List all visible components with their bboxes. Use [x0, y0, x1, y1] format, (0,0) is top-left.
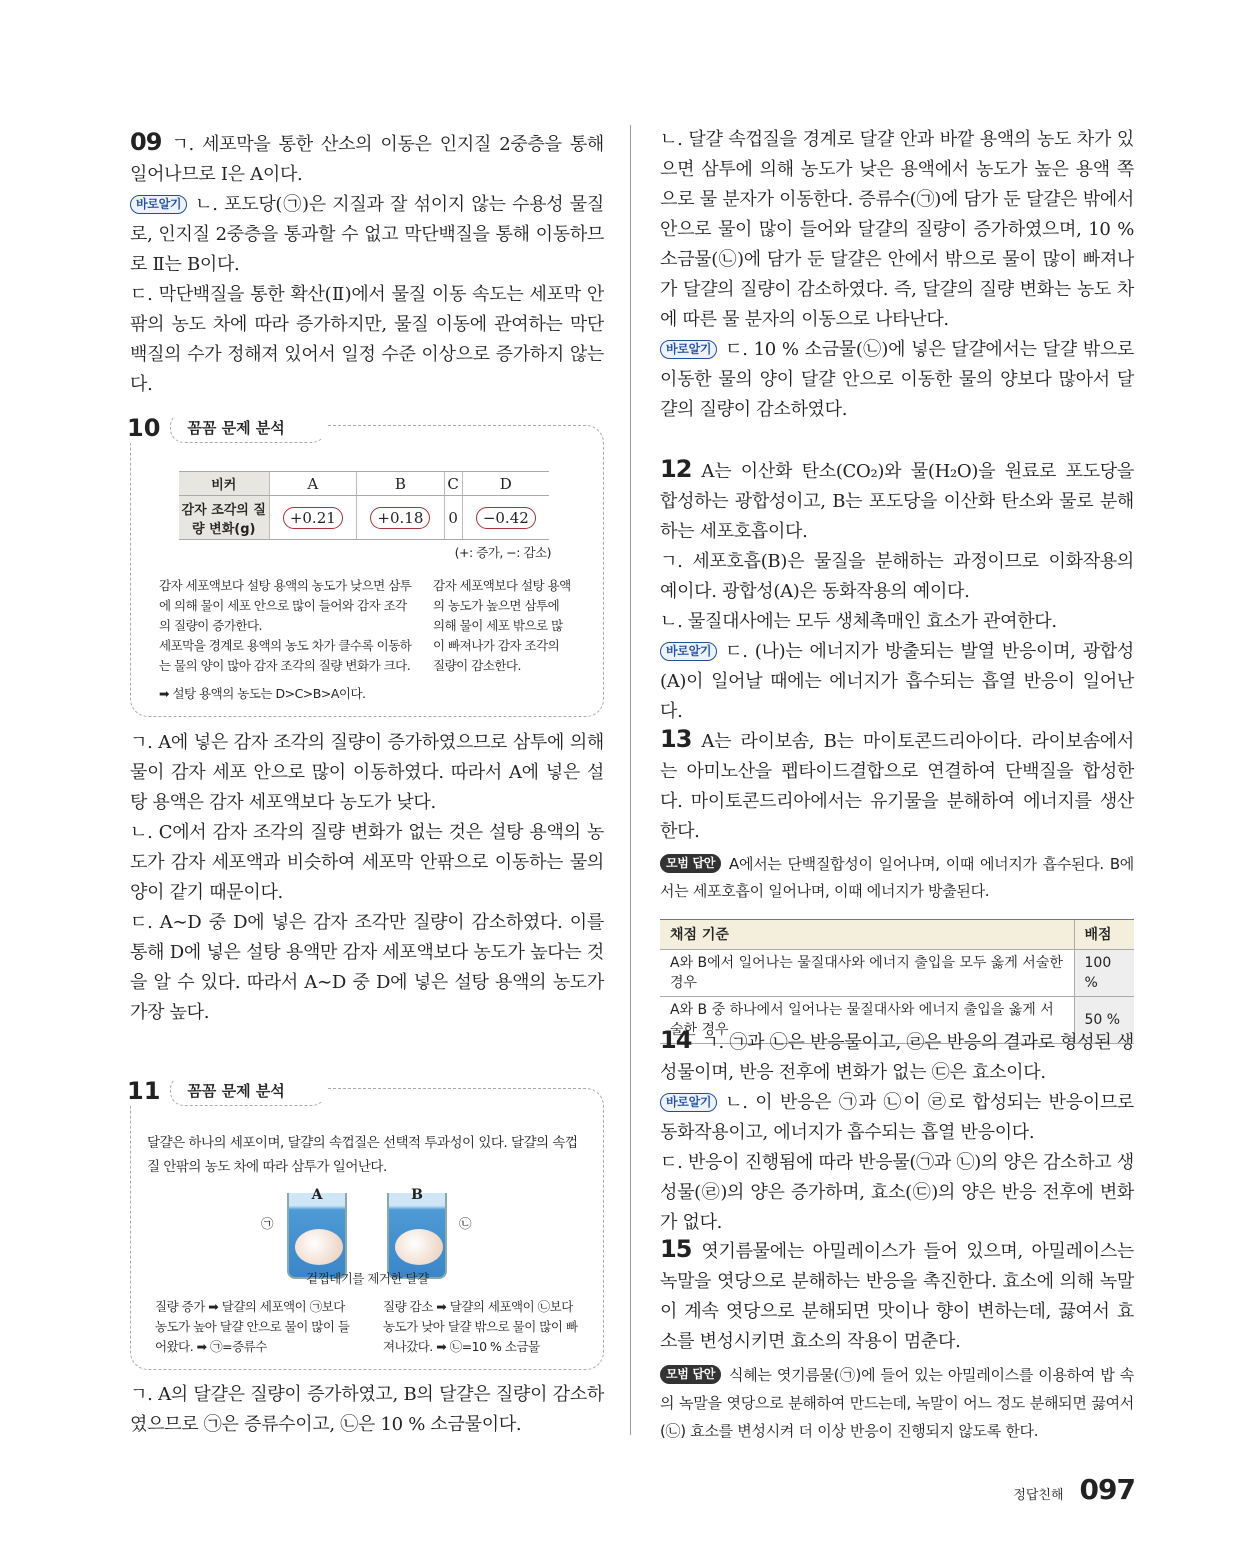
conclusion: ➡ 설탕 용액의 농도는 D>C>B>A이다. [159, 686, 366, 701]
analysis-box-11: 11 꼼꼼 문제 분석 달걀은 하나의 세포이며, 달걀의 속껍질은 선택적 투과성이 있다. 달걀의 속껍질 안팎의 농도 차에 따라 삼투가 일어난다. A B ㉠ ㉡ 겉껍데기를 제거한 달걀 질량 증가 ➡ 달걀의 세포액이 ㉠보다 농도가 높아 달걀 안으로 물이 많이 들어왔다. ➡ ㉠=증류수 질량 감소 ➡ 달걀의 세포액이 ㉡보다 농도가 낮아 달걀 밖으로 물이 많이 빠져나갔다. ➡ ㉡=10 % 소금물 [130, 1088, 604, 1370]
correction-badge: 바로알기 [130, 195, 187, 214]
intro: 달걀은 하나의 세포이며, 달걀의 속껍질은 선택적 투과성이 있다. 달걀의 속껍질 안팎의 농도 차에 따라 삼투가 일어난다. [147, 1135, 578, 1175]
column-divider [630, 125, 631, 1435]
answer-11: ㄱ. A의 달걀은 질량이 증가하였고, B의 달걀은 질량이 감소하였으므로 ㉠은 증류수이고, ㉡은 10 % 소금물이다. [130, 1384, 604, 1435]
box-title: 꼼꼼 문제 분석 [170, 1075, 325, 1106]
question-number: 12 [660, 455, 692, 483]
answer-12: 12 A는 이산화 탄소(CO₂)와 물(H₂O)을 원료로 포도당을 합성하는 광합성이고, B는 포도당을 이산화 탄소와 물로 분해하는 세포호흡이다. ㄱ. 세포호흡(B)은 물질을 분해하는 과정이므로 이화작용의 예이다. 광합성(A)은 동화작용의 예이다. ㄴ. 물질대사에는 모두 생체촉매인 효소가 관여한다. 바로알기 ㄷ. (나)는 에너지가 방출되는 발열 반응이며, 광합성(A)이 일어날 때에는 에너지가 흡수되는 흡열 반응이 일어난다. [660, 455, 1134, 722]
correction-badge: 바로알기 [660, 340, 717, 359]
question-number: 15 [660, 1235, 692, 1263]
answer-10: ㄱ. A에 넣은 감자 조각의 질량이 증가하였으므로 삼투에 의해 물이 감자 세포 안으로 많이 이동하였다. 따라서 A에 넣은 설탕 용액은 감자 세포액보다 농도가 낮다. ㄴ. C에서 감자 조각의 질량 변화가 없는 것은 설탕 용액의 농도가 감자 세포액과 비슷하여 세포막 안팎으로 이동하는 물의 양이 같기 때문이다. ㄷ. A∼D 중 D에 넣은 감자 조각만 질량이 감소하였다. 이를 통해 D에 넣은 설탕 용액만 감자 세포액보다 농도가 높다는 것을 알 수 있다. 따라서 A∼D 중 D에 넣은 설탕 용액의 농도가 가장 높다. [130, 732, 604, 1023]
caption: 겉껍데기를 제거한 달걀 [306, 1271, 429, 1286]
answer-14: 14 ㄱ. ㉠과 ㉡은 반응물이고, ㉣은 반응의 결과로 형성된 생성물이며, 반응 전후에 변화가 없는 ㉢은 효소이다. 바로알기 ㄴ. 이 반응은 ㉠과 ㉡이 ㉣로 합성되는 반응이므로 동화작용이고, 에너지가 흡수되는 흡열 반응이다. ㄷ. 반응이 진행됨에 따라 반응물(㉠과 ㉡)의 양은 감소하고 생성물(㉣)의 양은 증가하며, 효소(㉢)의 양은 반응 전후에 변화가 없다. [660, 1026, 1134, 1233]
section-label: 정답친해 [1013, 1488, 1064, 1503]
answer-09: 09 ㄱ. 세포막을 통한 산소의 이동은 인지질 2중층을 통해 일어나므로 Ⅰ은 A이다. 바로알기 ㄴ. 포도당(㉠)은 지질과 잘 섞이지 않는 수용성 물질로, 인지질 2중층을 통과할 수 없고 막단백질을 통해 이동하므로 Ⅱ는 B이다. ㄷ. 막단백질을 통한 확산(Ⅱ)에서 물질 이동 속도는 세포막 안팎의 농도 차에 따라 증가하지만, 물질 이동에 관여하는 막단백질의 수가 정해져 있어서 일정 수준 이상으로 증가하지 않는다. [130, 128, 604, 395]
analysis-box-10 [127, 413, 604, 717]
scoring-table: 채점 기준 배점 A와 B에서 일어나는 물질대사와 에너지 출입을 모두 옳게 서술한 경우 100 % A와 B 중 하나에서 일어나는 물질대사와 에너지 출입을 옳게 서술한 경우 50 % [660, 919, 1134, 1044]
answer-15: 15 엿기름물에는 아밀레이스가 들어 있으며, 아밀레이스는 녹말을 엿당으로 분해하는 반응을 촉진한다. 효소에 의해 녹말이 계속 엿당으로 분해되면 맛이나 향이 변하는데, 끓여서 효소를 변성시키면 효소의 작용이 멈춘다. 모범 답안 식혜는 엿기름물(㉠)에 들어 있는 아밀레이스를 이용하여 밥 속의 녹말을 엿당으로 분해하여 만드는데, 녹말이 어느 정도 분해되면 끓여서(㉡) 효소를 변성시켜 더 이상 반응이 진행되지 않도록 한다. [660, 1235, 1134, 1440]
beaker-a: A [287, 1193, 347, 1279]
note-right: 질량 감소 ➡ 달걀의 세포액이 ㉡보다 농도가 낮아 달걀 밖으로 물이 많이 빠져나갔다. ➡ ㉡=10 % 소금물 [383, 1299, 578, 1354]
correction-badge: 바로알기 [660, 1093, 717, 1112]
left-column [127, 0, 604, 1565]
right-notes: 감자 세포액보다 설탕 용액의 농도가 높으면 삼투에 의해 물이 세포 밖으로 많이 빠져나가 감자 조각의 질량이 감소한다. [433, 578, 571, 673]
potato-mass-table: 비커 A B C D 감자 조각의 질량 변화(g) +0.21 +0.18 0 −0.42 [179, 471, 549, 540]
question-number: 10 [127, 413, 161, 442]
egg [295, 1229, 343, 1265]
correction-badge: 바로알기 [660, 642, 717, 661]
egg [395, 1229, 443, 1265]
box-title: 꼼꼼 문제 분석 [170, 412, 325, 443]
model-answer-badge: 모범 답안 [660, 854, 721, 873]
answer-13: 13 A는 라이보솜, B는 마이토콘드리아이다. 라이보솜에서는 아미노산을 펩타이드결합으로 연결하여 단백질을 합성한다. 마이토콘드리아에서는 유기물을 분해하여 에너지를 생산한다. 모범 답안 A에서는 단백질합성이 일어나며, 이때 에너지가 흡수된다. B에서는 세포호흡이 일어나며, 이때 에너지가 방출된다. 채점 기준 배점 A와 B에서 일어나는 물질대사와 에너지 출입을 모두 옳게 서술한 경우 100 % A와 B 중 하나에서 일어나는 물질대사와 에너지 출입을 옳게 서술한 경우 50 % [660, 724, 1134, 1044]
page-footer [1013, 1473, 1135, 1506]
right-column [660, 0, 1134, 1565]
question-number: 14 [660, 1026, 692, 1054]
answer-11-cont: ㄴ. 달걀 속껍질을 경계로 달걀 안과 바깥 용액의 농도 차가 있으면 삼투에 의해 농도가 낮은 용액에서 농도가 높은 용액 쪽으로 물 분자가 이동한다. 증류수(㉠)에 담가 둔 달걀은 밖에서 안으로 물이 많이 들어와 달걀의 질량이 증가하였으며, 10 % 소금물(㉡)에 담가 둔 달걀은 안에서 밖으로 물이 많이 빠져나가 달걀의 질량이 감소하였다. 즉, 달걀의 질량 변화는 농도 차에 따른 물 분자의 이동으로 나타난다. 바로알기 ㄷ. 10 % 소금물(㉡)에 넣은 달걀에서는 달걀 밖으로 이동한 물의 양이 달걀 안으로 이동한 물의 양보다 많아서 달걀의 질량이 감소하였다. [660, 129, 1134, 420]
note-left: 질량 증가 ➡ 달걀의 세포액이 ㉠보다 농도가 높아 달걀 안으로 물이 많이 들어왔다. ➡ ㉠=증류수 [155, 1299, 350, 1354]
left-notes: 감자 세포액보다 설탕 용액의 농도가 낮으면 삼투에 의해 물이 세포 안으로 많이 들어와 감자 조각의 질량이 증가한다. 세포막을 경계로 용액의 농도 차가 클수록 이동하는 물의 양이 많아 감자 조각의 질량 변화가 크다. [159, 578, 412, 673]
question-number: 11 [127, 1076, 161, 1105]
question-number: 09 [130, 128, 162, 156]
question-number: 13 [660, 725, 692, 753]
model-answer-badge: 모범 답안 [660, 1365, 721, 1384]
beaker-b: B [387, 1193, 447, 1279]
page-number: 097 [1079, 1473, 1135, 1506]
table-legend: (+: 증가, −: 감소) [454, 545, 551, 560]
